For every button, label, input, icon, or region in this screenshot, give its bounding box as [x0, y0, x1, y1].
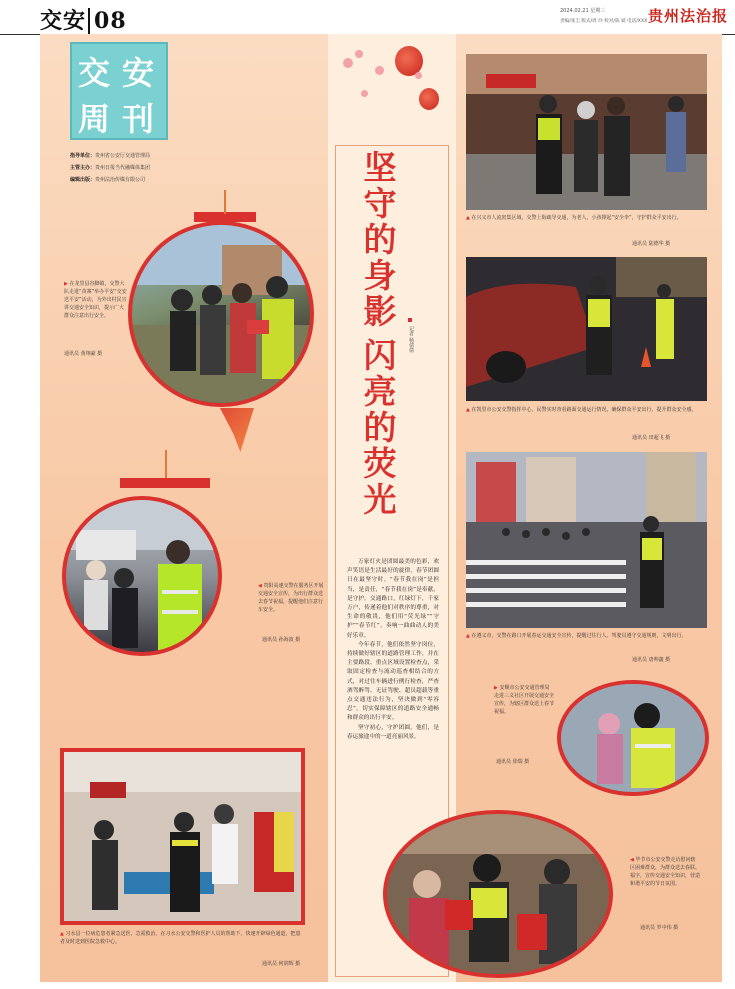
lantern-decoration	[335, 38, 449, 138]
photo-xingyi-crowd	[466, 54, 707, 210]
photo-scene	[66, 500, 218, 652]
photo-zunyi-crosswalk	[466, 452, 707, 628]
page-number: 08	[88, 8, 127, 34]
headline-char: 身	[363, 256, 397, 295]
photo-credit: 通讯员 唐帅鑫 摄	[632, 657, 671, 663]
photo-bijie-visit	[383, 810, 613, 978]
headline-char: 光	[363, 480, 397, 519]
photo-kaili-car-check	[466, 257, 707, 401]
lantern	[419, 88, 439, 110]
issue-date: 2024.02.21 星期三	[560, 8, 606, 14]
photo-caption: ▲ 习水县一位病危患者紧急送医，急需救治。在习水公安交警和医护人员的帮助下，快速开辟绿色通道，把患者及时送到医院急救中心。	[60, 931, 301, 945]
logo-char: 交	[78, 54, 111, 92]
photo-highway-police	[62, 496, 222, 656]
photo-scene	[64, 752, 301, 921]
photo-caption: ▲ 在凯里市公安交警指挥中心，民警实时查看路面交通运行情况，确保群众平安出行，提升群众安全感。	[466, 407, 697, 413]
ornament-cap	[120, 478, 210, 488]
section-title	[40, 4, 127, 35]
blossom	[361, 90, 368, 97]
staff-line: 责编/张尘 版式/周 玲 校对/陈 斌 电话/XXX	[560, 19, 648, 24]
photo-caption: ▲ 在遵义市，交警在路口开展春运交通安全宣传，提醒过往行人、驾驶员遵守交通规则，文明出行。	[466, 633, 687, 639]
author-marker	[408, 318, 412, 322]
blossom	[343, 58, 353, 68]
photo-scene	[561, 684, 705, 792]
photo-caption: ◀ 贵阳高速交警在服务区开展交通安全宣传，为出行群众送去春节祝福，提醒他们注意行车安全。	[258, 583, 324, 613]
newspaper-brand: 贵州法治报	[648, 7, 729, 25]
blossom	[375, 66, 384, 75]
photo-credit: 通讯员 何润辉 摄	[262, 961, 301, 967]
photo-scene	[387, 814, 609, 974]
photo-credit: 通讯员 田超飞 摄	[632, 435, 671, 441]
column-logo	[70, 42, 168, 140]
organizer-line: 指导单位：贵州省公安厅交通管理局	[70, 153, 151, 159]
headline-column-2	[360, 338, 400, 518]
photo-caption: ▶ 在龙里县谷脚镇，交警大队走进“苗寨”举办平安“交安送平安”活动，为外出村民宣讲交通安全知识，提示广大群众注意出行安全。	[64, 281, 127, 319]
ornament-cord	[224, 190, 226, 214]
photo-caption: ▲ 在兴义市人流密集区域，交警上街疏导交通，为老人、小孩撑起“安全伞”，守护群众平安出行。	[466, 215, 682, 221]
organizer-line: 主管主办：贵州日报当代融媒体集团	[70, 165, 151, 171]
headline-char: 坚	[363, 148, 397, 187]
article-body	[347, 558, 439, 742]
blossom	[415, 72, 422, 79]
article-paragraph: 坚守初心，守护团圆。他们，是春运旅途中的一道亮丽风景。	[347, 724, 439, 740]
article-paragraph: 万家灯火是团圆最美的色彩，欢声笑语是生活最好的旋律，春节团圆日在最坚守时。“春节我在岗”是担当，是责任，“春节我在岗”是奉献，是守护。交通路口，红绿灯下，千家万户，传递着他们对秩序的尊重，对生命的敬畏，他们用“荧光绿”“守护”“春节红”，奏响一曲曲动人的美好乐章。	[347, 559, 439, 639]
article-paragraph: 今年春节，他们依然坚守岗位，持续做好辖区的道路管理工作，并在主要路段、重点区域设置检查点，采取固定检查与流动巡查相结合的方式，对过往车辆进行例行检查，严查酒驾醉驾、无证驾驶、超员超载等重点交通违法行为，坚决做到“零容忍”，切实保障辖区的道路安全通畅和群众的出行平安。	[347, 641, 439, 722]
photo-scene	[466, 257, 707, 401]
logo-char: 安	[122, 54, 155, 92]
photo-scene	[466, 54, 707, 210]
logo-char: 周	[78, 100, 111, 138]
photo-caption: ◀ 毕节市公安交警走访慰问辖区困难群众，为群众送去春联、福字，宣传交通安全知识，营造和谐平安的节日氛围。	[630, 857, 701, 887]
headline-char: 影	[363, 292, 397, 331]
photo-anshun-visit	[557, 680, 709, 796]
photo-scene	[132, 225, 310, 403]
photo-credit: 通讯员 陆德华 摄	[632, 241, 671, 247]
photo-scene	[466, 452, 707, 628]
headline-char: 的	[363, 408, 397, 447]
section-name: 交安	[40, 8, 87, 34]
photo-credit: 通讯员 罗中伟 摄	[640, 925, 679, 931]
ornament-cord	[165, 450, 167, 480]
headline-char: 荧	[363, 444, 397, 483]
headline-char: 的	[363, 220, 397, 259]
headline-char: 闪	[363, 336, 397, 375]
photo-credit: 通讯员 孙海波 摄	[262, 637, 301, 643]
photo-caption: ▶ 安顺市公安交通管理局走进三义社区开展交通安全宣传，为辖区群众送上春节祝福。	[494, 685, 555, 715]
author-byline: 记者 杨倩倩	[408, 326, 414, 353]
headline-char: 守	[363, 184, 397, 223]
photo-credit: 通讯员 徐瑞 摄	[496, 759, 530, 765]
blossom	[355, 50, 363, 58]
organizer-line: 编辑出版：贵州法治传媒有限公司	[70, 177, 146, 183]
photo-hospital-rescue	[60, 748, 305, 925]
headline-char: 亮	[363, 372, 397, 411]
logo-char: 刊	[122, 100, 155, 138]
headline-column-1	[360, 150, 400, 330]
photo-longli-police	[128, 221, 314, 407]
photo-credit: 通讯员 黄翔豪 摄	[64, 351, 103, 357]
